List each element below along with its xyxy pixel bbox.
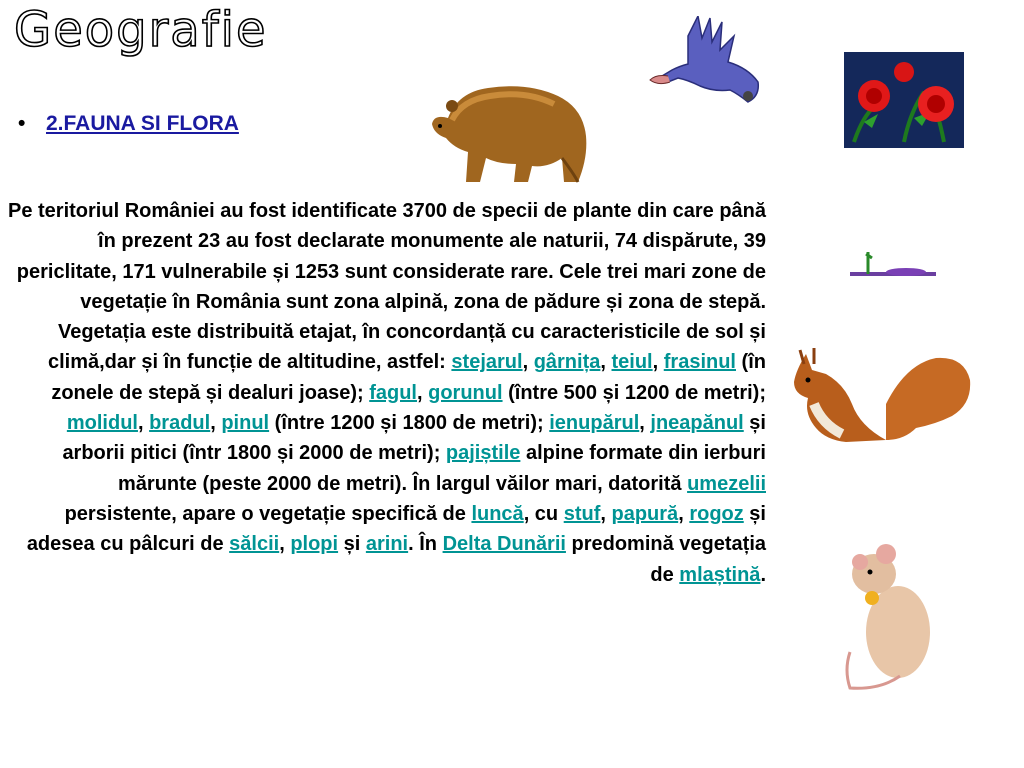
link-fagul[interactable]: fagul <box>369 381 417 404</box>
small-plant-image <box>850 250 938 280</box>
link-teiul[interactable]: teiul <box>611 351 653 374</box>
link-umezelii[interactable]: umezelii <box>687 472 766 495</box>
link-arini[interactable]: arini <box>365 533 409 556</box>
squirrel-image <box>786 344 972 444</box>
link-garnita[interactable]: gârnița <box>533 351 601 374</box>
link-pinul[interactable]: pinul <box>221 412 270 435</box>
slide-title: Geografie <box>14 2 268 58</box>
bullet-item <box>18 112 239 136</box>
bullet-dot: • <box>18 112 26 135</box>
link-stuf[interactable]: stuf <box>563 502 601 525</box>
link-frasinul[interactable]: frasinul <box>663 351 736 374</box>
bear-image <box>428 78 592 186</box>
roses-image <box>844 52 964 148</box>
link-bradul[interactable]: bradul <box>149 412 211 435</box>
link-stejarul[interactable]: stejarul <box>451 351 523 374</box>
fauna-flora-link[interactable]: 2.FAUNA SI FLORA <box>46 112 239 135</box>
bird-image <box>648 16 768 108</box>
link-jneapanul[interactable]: jneapănul <box>650 412 744 435</box>
link-ienuparul[interactable]: ienupărul <box>549 412 640 435</box>
flora-paragraph: Pe teritoriul României au fost identificate 3700 de specii de plante din care până în prezent 23 au fost declarate monumente ale naturii, 74 dispărute, 39 periclitate, 171 vulnerabile și 1253 sunt considerate rare. Cele trei mari zone de vegetație în România sunt zona alpină, zona de pădure și zona de stepă. Vegetația este distribuită etajat, în concordanță cu caracteristicile de sol și climă,dar și în funcție de altitudine, astfel: stejarul, gârnița, teiul, frasinul (în zonele de stepă și dealuri joase); fagul, gorunul (între 500 și 1200 de metri); molidul, bradul, pinul (între 1200 și 1800 de metri); ienupărul, jneapănul și arborii pitici (într 1800 și 2000 de metri); pajiștile alpine formate din ierburi mărunte (peste 2000 de metri). În largul văilor mari, datorită umezelii persistente, apare o vegetație specifică de luncă, cu stuf, papură, rogoz și adesea cu pâlcuri de sălcii, plopi și arini. În Delta Dunării predomină vegetația de mlaștină. <box>8 200 766 586</box>
link-plopi[interactable]: plopi <box>290 533 339 556</box>
link-molidul[interactable]: molidul <box>66 412 138 435</box>
link-gorunul[interactable]: gorunul <box>428 381 503 404</box>
link-salcii[interactable]: sălcii <box>229 533 280 556</box>
link-pajistile[interactable]: pajiștile <box>445 442 521 465</box>
link-delta-dunarii[interactable]: Delta Dunării <box>442 533 566 556</box>
link-mlastina[interactable]: mlaștină <box>679 563 761 586</box>
link-rogoz[interactable]: rogoz <box>689 502 744 525</box>
link-papura[interactable]: papură <box>611 502 679 525</box>
link-lunca[interactable]: luncă <box>471 502 524 525</box>
mouse-image <box>840 540 940 698</box>
